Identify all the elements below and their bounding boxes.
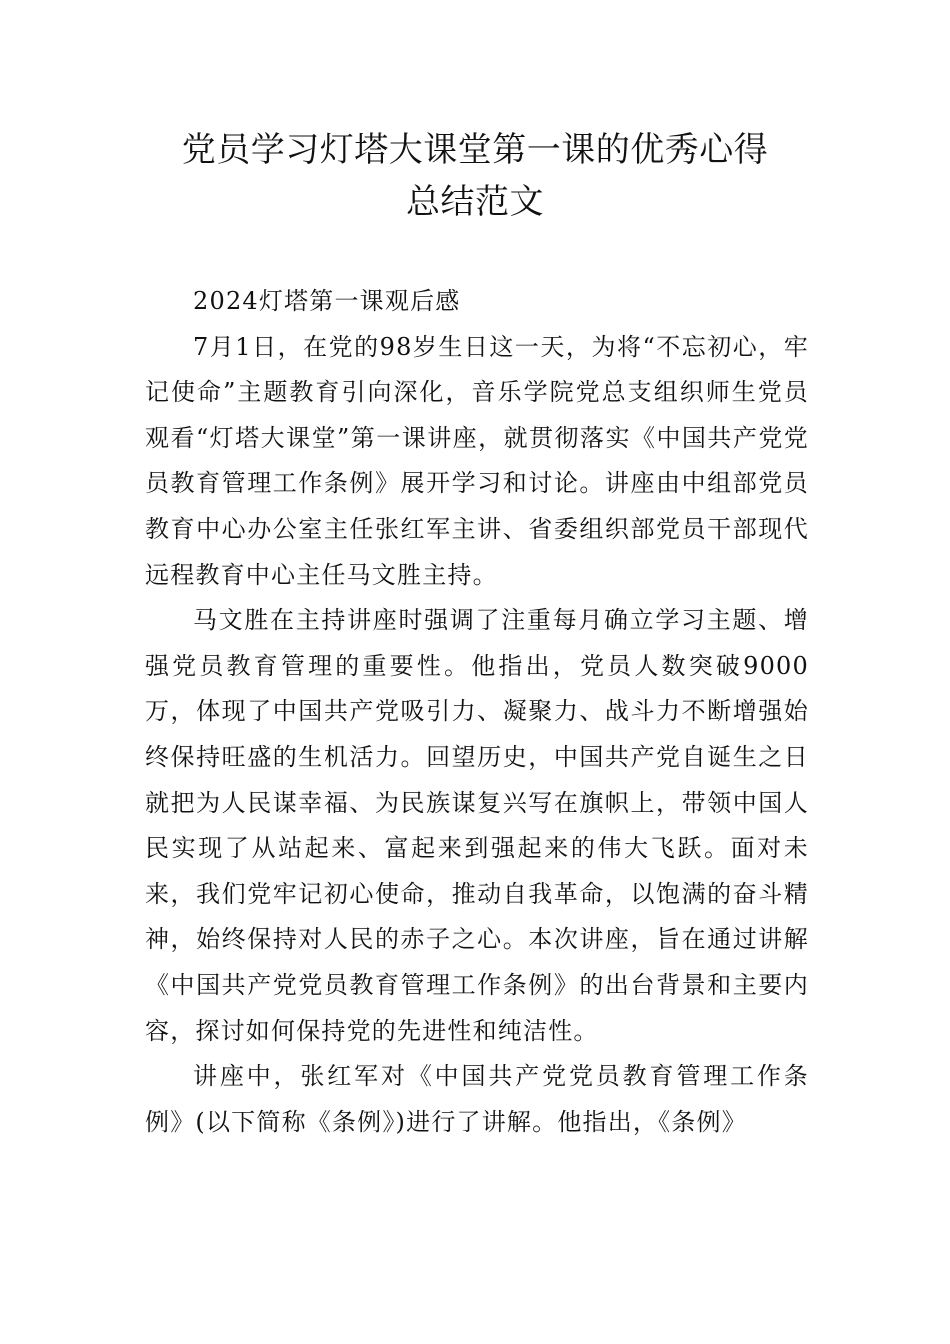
paragraph: 讲座中，张红军对《中国共产党党员教育管理工作条例》(以下简称《条例》)进行了讲解。他指出，《条例》 [145, 1062, 809, 1136]
paragraph: 7月1日，在党的98岁生日这一天，为将“不忘初心，牢记使命”主题教育引向深化，音乐学院党总支组织师生党员观看“灯塔大课堂”第一课讲座，就贯彻落实《中国共产党党员教育管理工作条例》展开学习和讨论。讲座由中组部党员教育中心办公室主任张红军主讲、省委组织部党员干部现代远程教育中心主任马文胜主持。 [145, 332, 809, 589]
title-line-1: 党员学习灯塔大课堂第一课的优秀心得 [181, 130, 769, 170]
paragraph: 马文胜在主持讲座时强调了注重每月确立学习主题、增强党员教育管理的重要性。他指出，党员人数突破9000万，体现了中国共产党吸引力、凝聚力、战斗力不断增强始终保持旺盛的生机活力。回望历史，中国共产党自诞生之日就把为人民谋幸福、为民族谋复兴写在旗帜上，带领中国人民实现了从站起来、富起来到强起来的伟大飞跃。面对未来，我们党牢记初心使命，推动自我革命，以饱满的奋斗精神，始终保持对人民的赤子之心。本次讲座，旨在通过讲解《中国共产党党员教育管理工作条例》的出台背景和主要内容，探讨如何保持党的先进性和纯洁性。 [145, 606, 809, 1045]
document-title [120, 124, 830, 228]
document-body [145, 279, 809, 1145]
paragraph-subtitle: 2024灯塔第一课观后感 [193, 287, 461, 315]
title-line-2: 总结范文 [406, 182, 544, 222]
